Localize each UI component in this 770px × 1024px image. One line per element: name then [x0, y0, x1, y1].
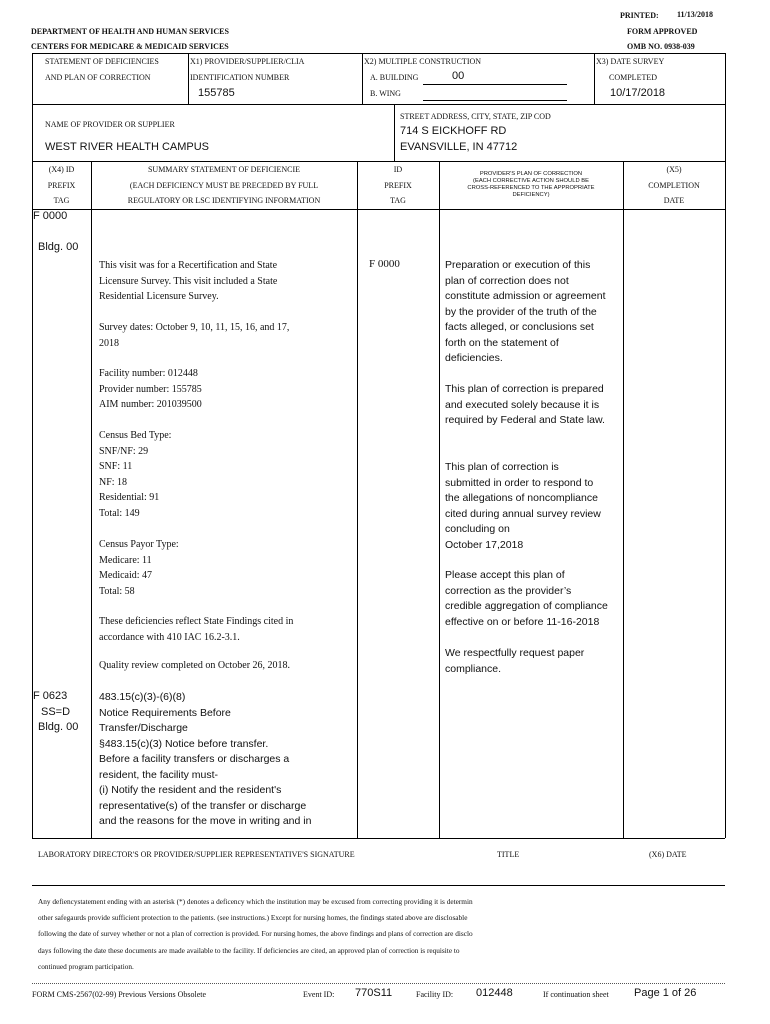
- x5-date-label: DATE: [663, 196, 685, 205]
- plan-prepared: This plan of correction is prepared and executed solely because it is required by Federal and State law.: [445, 383, 605, 426]
- provider-id-value: 155785: [198, 87, 235, 99]
- form-number: FORM CMS-2567(02-99) Previous Versions Obsolete: [32, 990, 207, 999]
- x5-label: (X5): [666, 165, 682, 174]
- x4-prefix-label: PREFIX: [47, 181, 76, 190]
- tag-f0000: F 0000: [33, 210, 68, 222]
- address-label: STREET ADDRESS, CITY, STATE, ZIP COD: [400, 112, 551, 121]
- provider-name-label: NAME OF PROVIDER OR SUPPLIER: [45, 120, 175, 129]
- x4-id-label: (X4) ID: [48, 165, 75, 174]
- x4-tag-label: TAG: [53, 196, 70, 205]
- signature-label: LABORATORY DIRECTOR'S OR PROVIDER/SUPPLIER REPRESENTATIVE'S SIGNATURE: [38, 850, 355, 859]
- summary-label-l1: SUMMARY STATEMENT OF DEFICIENCIE: [147, 165, 301, 174]
- event-id-value: 770S11: [355, 987, 393, 999]
- census-bed-type: Census Bed Type: SNF/NF: 29 SNF: 11 NF: 18 Residential: 91 Total: 149: [99, 430, 172, 519]
- plan-label-l4: DEFICIENCY): [512, 192, 550, 198]
- printed-date: 11/13/2018: [677, 10, 714, 19]
- plan-label-l2: (EACH CORRECTIVE ACTION SHOULD BE: [473, 178, 589, 184]
- building-label: A. BUILDING: [370, 73, 419, 82]
- plan-accept: Please accept this plan of correction as the provider’s credible aggregation of compliance effective on or before 11-16-2018: [445, 569, 608, 628]
- event-id-label: Event ID:: [303, 990, 335, 999]
- form-approved: FORM APPROVED: [627, 27, 698, 36]
- statement-label-l1: STATEMENT OF DEFICIENCIES: [45, 57, 159, 66]
- survey-completed-date: 10/17/2018: [610, 87, 666, 99]
- plan-submitted: This plan of correction is submitted in order to respond to the allegations of noncompliance cited during annual survey review concluding on October 17,2018: [445, 461, 601, 551]
- id-tag-label: TAG: [390, 196, 406, 205]
- summary-label-l2: (EACH DEFICIENCY MUST BE PRECEDED BY FULL: [129, 181, 319, 190]
- f0623-regulation-text: 483.15(c)(3)-(6)(8) Notice Requirements Before Transfer/Discharge §483.15(c)(3) Notice before transfer. Before a facility transfers or discharges a resident, the facility must- (i) Notify the resident and the resident's representative(s) of the transfer or discharge and the reasons for the move in writing and in: [99, 691, 312, 827]
- facility-numbers: Facility number: 012448 Provider number: 155785 AIM number: 201039500: [99, 368, 202, 410]
- x1-label-l2: IDENTIFICATION NUMBER: [190, 73, 290, 82]
- disclaimer-text: Any defiencystatement ending with an asterisk (*) denotes a deficency which the institution may be excused from correcting providing it is determin other safegaurds provide sufficient protection to the patients. (see instructions.) Except for nursing homes, the findings stated above are disclosable following the date of survey whether or not a plan of correction is provided. For nursing homes, the above findings and plans of correction are disclo days following the date these documents are made available to the facility. If deficiencies are cited, an approved plan of correction is requisite to continued program participation.: [38, 897, 473, 971]
- title-label: TITLE: [497, 850, 520, 859]
- facility-id-label: Facility ID:: [416, 990, 454, 999]
- x6-date-label: (X6) DATE: [649, 850, 687, 859]
- omb-number: OMB NO. 0938-039: [627, 42, 695, 51]
- plan-paper-compliance: We respectfully request paper compliance.: [445, 647, 585, 675]
- page-number: Page 1 of 26: [634, 987, 697, 999]
- quality-review: Quality review completed on October 26, 2018.: [99, 660, 291, 671]
- id-prefix-label: PREFIX: [384, 181, 412, 190]
- x3-label-l2: COMPLETED: [609, 73, 657, 82]
- address-line-2: EVANSVILLE, IN 47712: [400, 141, 518, 153]
- survey-dates: Survey dates: October 9, 10, 11, 15, 16, and 17, 2018: [99, 322, 290, 349]
- plan-tag-f0000: F 0000: [369, 258, 400, 270]
- id-label: ID: [393, 165, 403, 174]
- x3-label-l1: X3) DATE SURVEY: [596, 57, 665, 66]
- plan-label-l3: CROSS-REFERENCED TO THE APPROPRIATE: [467, 185, 595, 191]
- tag-f0623-scope: SS=D: [41, 706, 71, 718]
- plan-preparation: Preparation or execution of this plan of correction does not constitute admission or agreement by the provider of the truth of the facts alleged, or conclusions set forth on the statement of deficiencies.: [445, 259, 606, 364]
- x1-label-l1: X1) PROVIDER/SUPPLIER/CLIA: [190, 57, 305, 66]
- summary-label-l3: REGULATORY OR LSC IDENTIFYING INFORMATION: [127, 196, 321, 205]
- statement-label-l2: AND PLAN OF CORRECTION: [45, 73, 151, 82]
- census-payor-type: Census Payor Type: Medicare: 11 Medicaid: 47 Total: 58: [99, 539, 179, 597]
- department-title: DEPARTMENT OF HEALTH AND HUMAN SERVICES: [31, 27, 229, 36]
- wing-label: B. WING: [370, 89, 401, 98]
- address-line-1: 714 S EICKHOFF RD: [400, 125, 507, 137]
- centers-title: CENTERS FOR MEDICARE & MEDICAID SERVICES: [31, 42, 229, 51]
- continuation-label: If continuation sheet: [543, 990, 609, 999]
- tag-f0623-bldg: Bldg. 00: [38, 721, 79, 733]
- state-findings: These deficiencies reflect State Findings cited in accordance with 410 IAC 16.2-3.1.: [99, 616, 294, 643]
- tag-f0623: F 0623: [33, 690, 68, 702]
- x5-completion-label: COMPLETION: [648, 181, 700, 190]
- facility-id-value: 012448: [476, 987, 513, 999]
- x2-label: X2) MULTIPLE CONSTRUCTION: [364, 57, 482, 66]
- provider-name-value: WEST RIVER HEALTH CAMPUS: [45, 141, 210, 153]
- building-value: 00: [452, 70, 465, 82]
- printed-label: PRINTED:: [620, 11, 659, 20]
- plan-label-l1: PROVIDER'S PLAN OF CORRECTION: [479, 171, 583, 177]
- tag-f0000-bldg: Bldg. 00: [38, 241, 79, 253]
- summary-intro: This visit was for a Recertification and State Licensure Survey. This visit included a State Residential Licensure Survey.: [99, 260, 278, 302]
